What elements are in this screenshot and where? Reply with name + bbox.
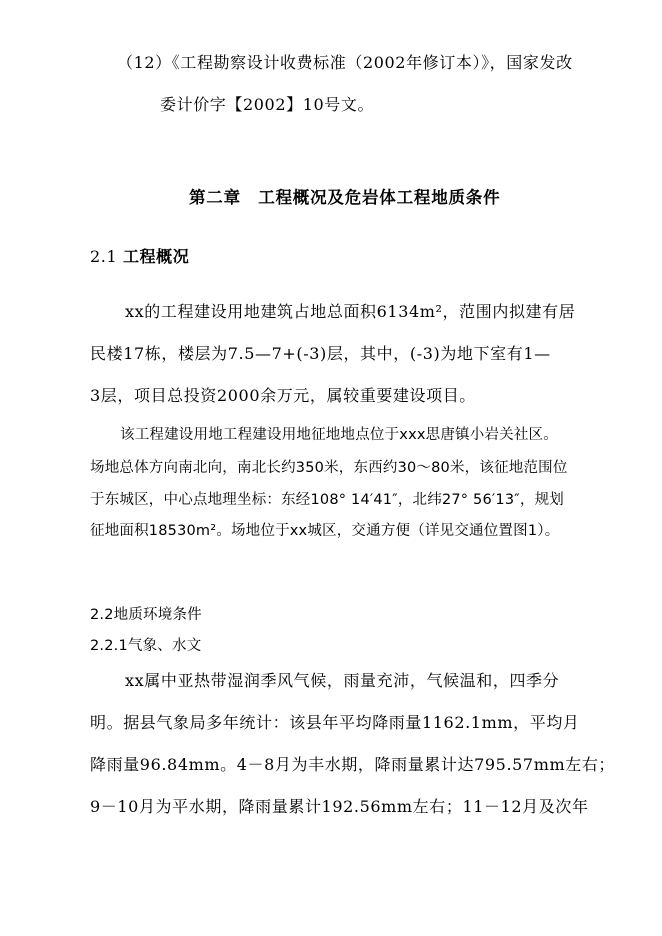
subsection-heading-2-2-1: 2.2.1气象、水文 [90,638,202,654]
paragraph-line: 该工程建设用地工程建设用地征地地点位于xxx思唐镇小岩关社区。 [120,427,558,443]
section-heading-2-2: 2.2地质环境条件 [90,607,202,623]
paragraph-line: 9－10月为平水期，降雨量累计192.56mm左右；11－12月及次年 [90,797,589,816]
reference-item-12-line-1: （12）《工程勘察设计收费标准（2002年修订本）》，国家发改 [117,53,573,72]
section-number: 2.1 [90,247,123,266]
paragraph-line: 降雨量96.84mm。4－8月为丰水期，降雨量累计达795.57mm左右； [90,755,616,774]
paragraph-line: xx的工程建设用地建筑占地总面积6134m²，范围内拟建有居 [125,302,576,321]
section-heading-2-1 [90,249,189,265]
paragraph-line: 明。据县气象局多年统计：该县年平均降雨量1162.1mm，平均月 [90,713,580,732]
paragraph-line: 征地面积18530m²。场地位于xx城区，交通方便（详见交通位置图1）。 [90,523,560,539]
paragraph-line: 于东城区，中心点地理坐标：东经108° 14′41″，北纬27° 56′13″，规划 [90,492,564,508]
section-title: 工程概况 [122,247,190,266]
chapter-title: 第二章 工程概况及危岩体工程地质条件 [189,188,501,207]
paragraph-line: 民楼17栋，楼层为7.5—7+(-3)层，其中，(-3)为地下室有1— [90,344,551,363]
paragraph-line: 3层，项目总投资2000余万元，属较重要建设项目。 [90,386,476,405]
paragraph-line: xx属中亚热带湿润季风气候，雨量充沛，气候温和，四季分 [125,671,560,690]
reference-item-12-line-2: 委计价字【2002】10号文。 [160,95,375,114]
paragraph-line: 场地总体方向南北向，南北长约350米，东西约30～80米，该征地范围位 [90,460,568,476]
